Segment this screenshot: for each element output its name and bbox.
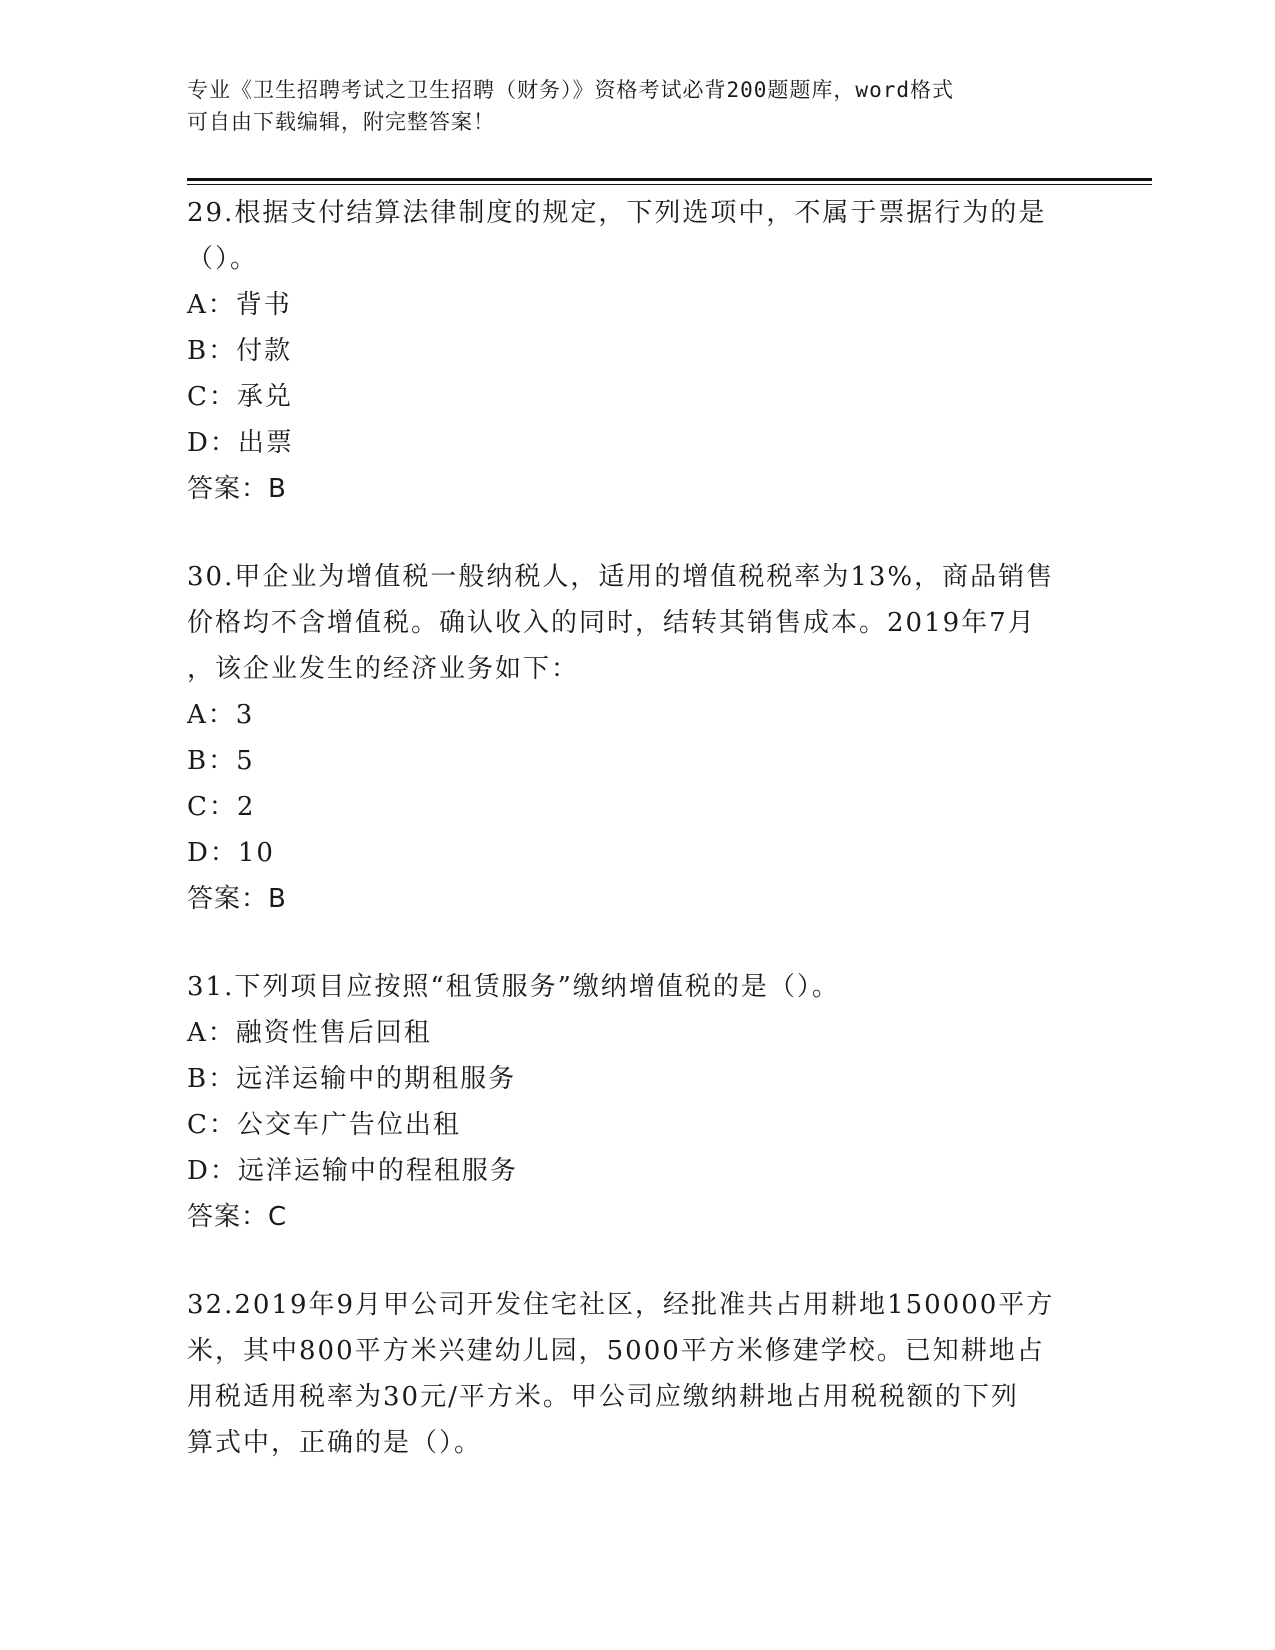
option-d: D：出票 [187,428,294,458]
question-text-line: 米，其中800平方米兴建幼儿园，5000平方米修建学校。已知耕地占 [187,1336,1045,1366]
option-c: C：承兑 [187,382,293,412]
option-a: A：融资性售后回租 [187,1018,432,1048]
question-text-line: 29.根据支付结算法律制度的规定，下列选项中，不属于票据行为的是 [187,198,1047,228]
header-line-1: 专业《卫生招聘考试之卫生招聘（财务）》资格考试必背200题题库，word格式 [187,78,954,102]
option-c: C：2 [187,792,256,822]
question-32 [187,1282,1087,1466]
option-c: C：公交车广告位出租 [187,1110,461,1140]
answer: 答案：B [187,474,287,504]
option-b: B：远洋运输中的期租服务 [187,1064,517,1094]
question-text-line: （）。 [187,244,259,274]
question-text-line: 31.下列项目应按照“租赁服务”缴纳增值税的是（）。 [187,972,840,1002]
question-29 [187,190,1087,512]
document-header [187,74,1067,138]
question-31 [187,964,1087,1240]
question-text-line: 价格均不含增值税。确认收入的同时，结转其销售成本。2019年7月 [187,608,1036,638]
question-list [187,190,1087,1466]
question-text-line: 用税适用税率为30元/平方米。甲公司应缴纳耕地占用税税额的下列 [187,1382,1019,1412]
option-d: D：10 [187,838,275,868]
answer: 答案：B [187,884,287,914]
header-divider-thick [187,178,1152,181]
header-line-2: 可自由下载编辑，附完整答案！ [187,110,495,134]
question-text-line: 30.甲企业为增值税一般纳税人，适用的增值税税率为13%，商品销售 [187,562,1055,592]
question-30 [187,554,1087,922]
question-text-line: 32.2019年9月甲公司开发住宅社区，经批准共占用耕地150000平方 [187,1290,1055,1320]
option-b: B：付款 [187,336,293,366]
header-divider-thin [187,184,1152,185]
option-b: B：5 [187,746,255,776]
option-a: A：3 [187,700,255,730]
question-text-line: ，该企业发生的经济业务如下： [187,654,580,684]
option-a: A：背书 [187,290,292,320]
answer: 答案：C [187,1202,288,1232]
question-text-line: 算式中，正确的是（）。 [187,1428,483,1458]
option-d: D：远洋运输中的程租服务 [187,1156,518,1186]
